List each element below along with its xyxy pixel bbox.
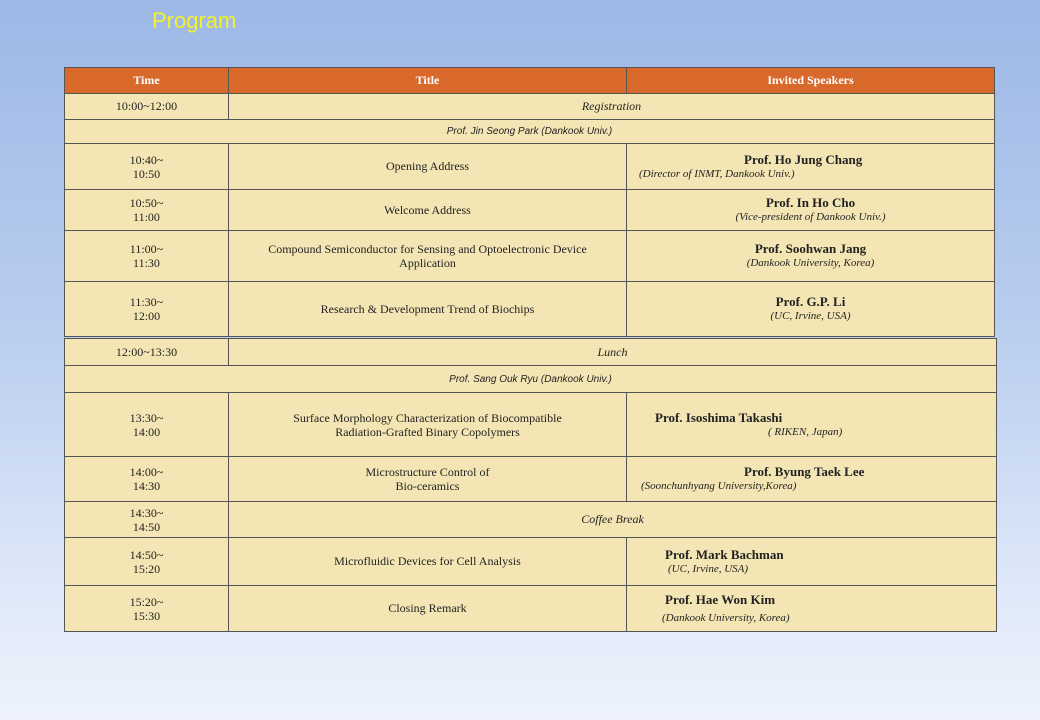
time-cell: 10:50~ 11:00 [65,190,229,231]
registration-label: Registration [229,94,995,120]
speaker-cell: Prof. Mark Bachman (UC, Irvine, USA) [627,538,997,586]
time-cell: 14:50~ 15:20 [65,538,229,586]
talk-title: Microstructure Control of Bio-ceramics [229,457,627,502]
talk-title: Research & Development Trend of Biochips [229,282,627,337]
talk-title: Closing Remark [229,586,627,632]
lunch-label: Lunch [229,339,997,366]
speaker-cell: Prof. Isoshima Takashi ( RIKEN, Japan) [627,393,997,457]
chair-row [65,120,995,144]
header-row [65,68,995,94]
header-title: Title [229,68,627,94]
speaker-cell: Prof. In Ho Cho (Vice-president of Dankook Univ.) [627,190,995,231]
time-cell: 10:00~12:00 [65,94,229,120]
time-cell: 13:30~ 14:00 [65,393,229,457]
speaker-cell: Prof. Hae Won Kim (Dankook University, Korea) [627,586,997,632]
talk-title: Welcome Address [229,190,627,231]
time-cell: 12:00~13:30 [65,339,229,366]
program-table-afternoon [64,338,997,632]
time-cell: 14:00~ 14:30 [65,457,229,502]
table-row [65,144,995,190]
table-row [65,393,997,457]
coffee-row [65,502,997,538]
program-table-morning [64,67,995,337]
speaker-cell: Prof. Byung Taek Lee (Soonchunhyang University,Korea) [627,457,997,502]
coffee-label: Coffee Break [229,502,997,538]
header-time: Time [65,68,229,94]
time-cell: 11:30~ 12:00 [65,282,229,337]
talk-title: Opening Address [229,144,627,190]
table-row [65,282,995,337]
time-cell: 14:30~ 14:50 [65,502,229,538]
registration-row [65,94,995,120]
table-row [65,457,997,502]
session-chair: Prof. Sang Ouk Ryu (Dankook Univ.) [65,366,997,393]
time-cell: 11:00~ 11:30 [65,231,229,282]
speaker-cell: Prof. G.P. Li (UC, Irvine, USA) [627,282,995,337]
session-chair: Prof. Jin Seong Park (Dankook Univ.) [65,120,995,144]
lunch-row [65,339,997,366]
talk-title: Surface Morphology Characterization of Biocompatible Radiation-Grafted Binary Copolymers [229,393,627,457]
page-title: Program [152,8,237,33]
chair-row [65,366,997,393]
table-row [65,586,997,632]
table-row [65,538,997,586]
table-row [65,231,995,282]
header-speakers: Invited Speakers [627,68,995,94]
time-cell: 15:20~ 15:30 [65,586,229,632]
talk-title: Compound Semiconductor for Sensing and Optoelectronic Device Application [229,231,627,282]
time-cell: 10:40~ 10:50 [65,144,229,190]
speaker-cell: Prof. Ho Jung Chang (Director of INMT, Dankook Univ.) [627,144,995,190]
talk-title: Microfluidic Devices for Cell Analysis [229,538,627,586]
table-row [65,190,995,231]
speaker-cell: Prof. Soohwan Jang (Dankook University, Korea) [627,231,995,282]
